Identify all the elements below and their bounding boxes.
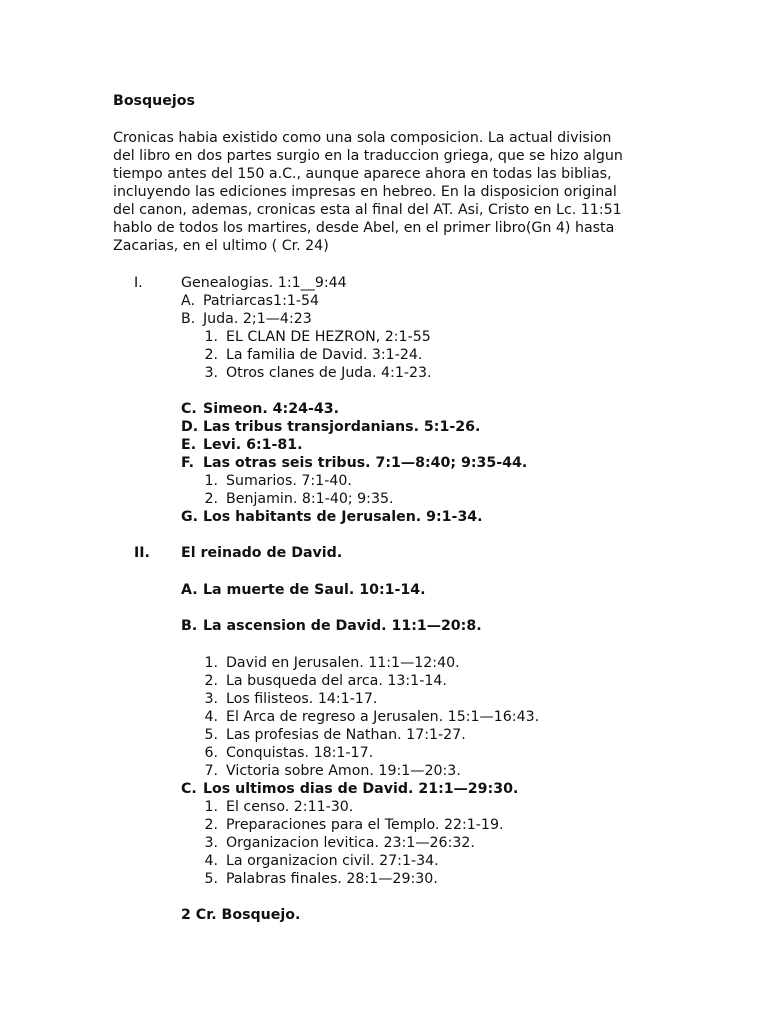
outline-text: Victoria sobre Amon. 19:1—20:3.: [226, 763, 461, 779]
intro-line: del libro en dos partes surgio en la traduccion griega, que se hizo algun: [113, 148, 623, 164]
outline-text: Los filisteos. 14:1-17.: [226, 691, 378, 707]
outline-text: El Arca de regreso a Jerusalen. 15:1—16:43.: [226, 709, 540, 725]
outline-marker: 4.: [204, 853, 218, 869]
outline-text: Los habitants de Jerusalen. 9:1-34.: [203, 509, 483, 525]
outline-text: Palabras finales. 28:1—29:30.: [226, 871, 438, 887]
outline-text: Patriarcas1:1-54: [203, 293, 320, 309]
document-title: Bosquejos: [113, 93, 195, 109]
outline-marker: B.: [181, 311, 196, 327]
outline-marker: C.: [181, 781, 197, 797]
outline-text: David en Jerusalen. 11:1—12:40.: [226, 655, 460, 671]
outline-marker: 2.: [204, 673, 218, 689]
outline-marker: 1.: [204, 799, 218, 815]
outline-marker: 3.: [204, 691, 218, 707]
intro-line: Zacarias, en el ultimo ( Cr. 24): [113, 238, 329, 254]
outline-marker: 3.: [204, 835, 218, 851]
outline-marker: 5.: [204, 727, 218, 743]
outline-text: La familia de David. 3:1-24.: [226, 347, 423, 363]
outline-text: Levi. 6:1-81.: [203, 437, 303, 453]
outline-text: Genealogias. 1:1__9:44: [181, 275, 347, 291]
outline-marker: G.: [181, 509, 199, 525]
outline-marker: I.: [134, 275, 143, 291]
outline-marker: 7.: [204, 763, 218, 779]
outline-text: Benjamin. 8:1-40; 9:35.: [226, 491, 394, 507]
outline-marker: C.: [181, 401, 197, 417]
outline-marker: 2.: [204, 817, 218, 833]
outline-text: La ascension de David. 11:1—20:8.: [203, 618, 482, 634]
outline-marker: 2.: [204, 347, 218, 363]
outline-text: Los ultimos dias de David. 21:1—29:30.: [203, 781, 519, 797]
outline-marker: 1.: [204, 329, 218, 345]
intro-line: tiempo antes del 150 a.C., aunque aparece ahora en todas las biblias,: [113, 166, 612, 182]
outline-text: La busqueda del arca. 13:1-14.: [226, 673, 447, 689]
intro-line: hablo de todos los martires, desde Abel, en el primer libro(Gn 4) hasta: [113, 220, 615, 236]
outline-text: Juda. 2;1—4:23: [203, 311, 312, 327]
outline-marker: D.: [181, 419, 199, 435]
outline-text: Conquistas. 18:1-17.: [226, 745, 374, 761]
outline-text: Simeon. 4:24-43.: [203, 401, 339, 417]
outline-marker: 5.: [204, 871, 218, 887]
outline-marker: II.: [134, 545, 150, 561]
outline-text: EL CLAN DE HEZRON, 2:1-55: [226, 329, 431, 345]
outline-text: Organizacion levitica. 23:1—26:32.: [226, 835, 475, 851]
intro-line: Cronicas habia existido como una sola composicion. La actual division: [113, 130, 612, 146]
outline-text: 2 Cr. Bosquejo.: [181, 907, 301, 923]
outline-text: La muerte de Saul. 10:1-14.: [203, 582, 426, 598]
outline-marker: A.: [181, 293, 195, 309]
outline-marker: F.: [181, 455, 194, 471]
outline-marker: 2.: [204, 491, 218, 507]
outline-text: Las otras seis tribus. 7:1—8:40; 9:35-44.: [203, 455, 528, 471]
outline-text: Otros clanes de Juda. 4:1-23.: [226, 365, 432, 381]
outline-text: El censo. 2:11-30.: [226, 799, 354, 815]
outline-text: Sumarios. 7:1-40.: [226, 473, 352, 489]
intro-paragraph: [113, 129, 673, 255]
outline-marker: 1.: [204, 655, 218, 671]
outline-text: Las tribus transjordanians. 5:1-26.: [203, 419, 481, 435]
outline-marker: E.: [181, 437, 197, 453]
outline-text: Preparaciones para el Templo. 22:1-19.: [226, 817, 504, 833]
outline-marker: 4.: [204, 709, 218, 725]
outline-text: La organizacion civil. 27:1-34.: [226, 853, 439, 869]
outline-marker: 1.: [204, 473, 218, 489]
intro-line: incluyendo las ediciones impresas en hebreo. En la disposicion original: [113, 184, 617, 200]
outline-marker: A.: [181, 582, 198, 598]
outline-marker: 3.: [204, 365, 218, 381]
intro-line: del canon, ademas, cronicas esta al final del AT. Asi, Cristo en Lc. 11:51: [113, 202, 622, 218]
outline-text: Las profesias de Nathan. 17:1-27.: [226, 727, 466, 743]
outline-text: El reinado de David.: [181, 545, 343, 561]
outline-marker: 6.: [204, 745, 218, 761]
outline-marker: B.: [181, 618, 198, 634]
